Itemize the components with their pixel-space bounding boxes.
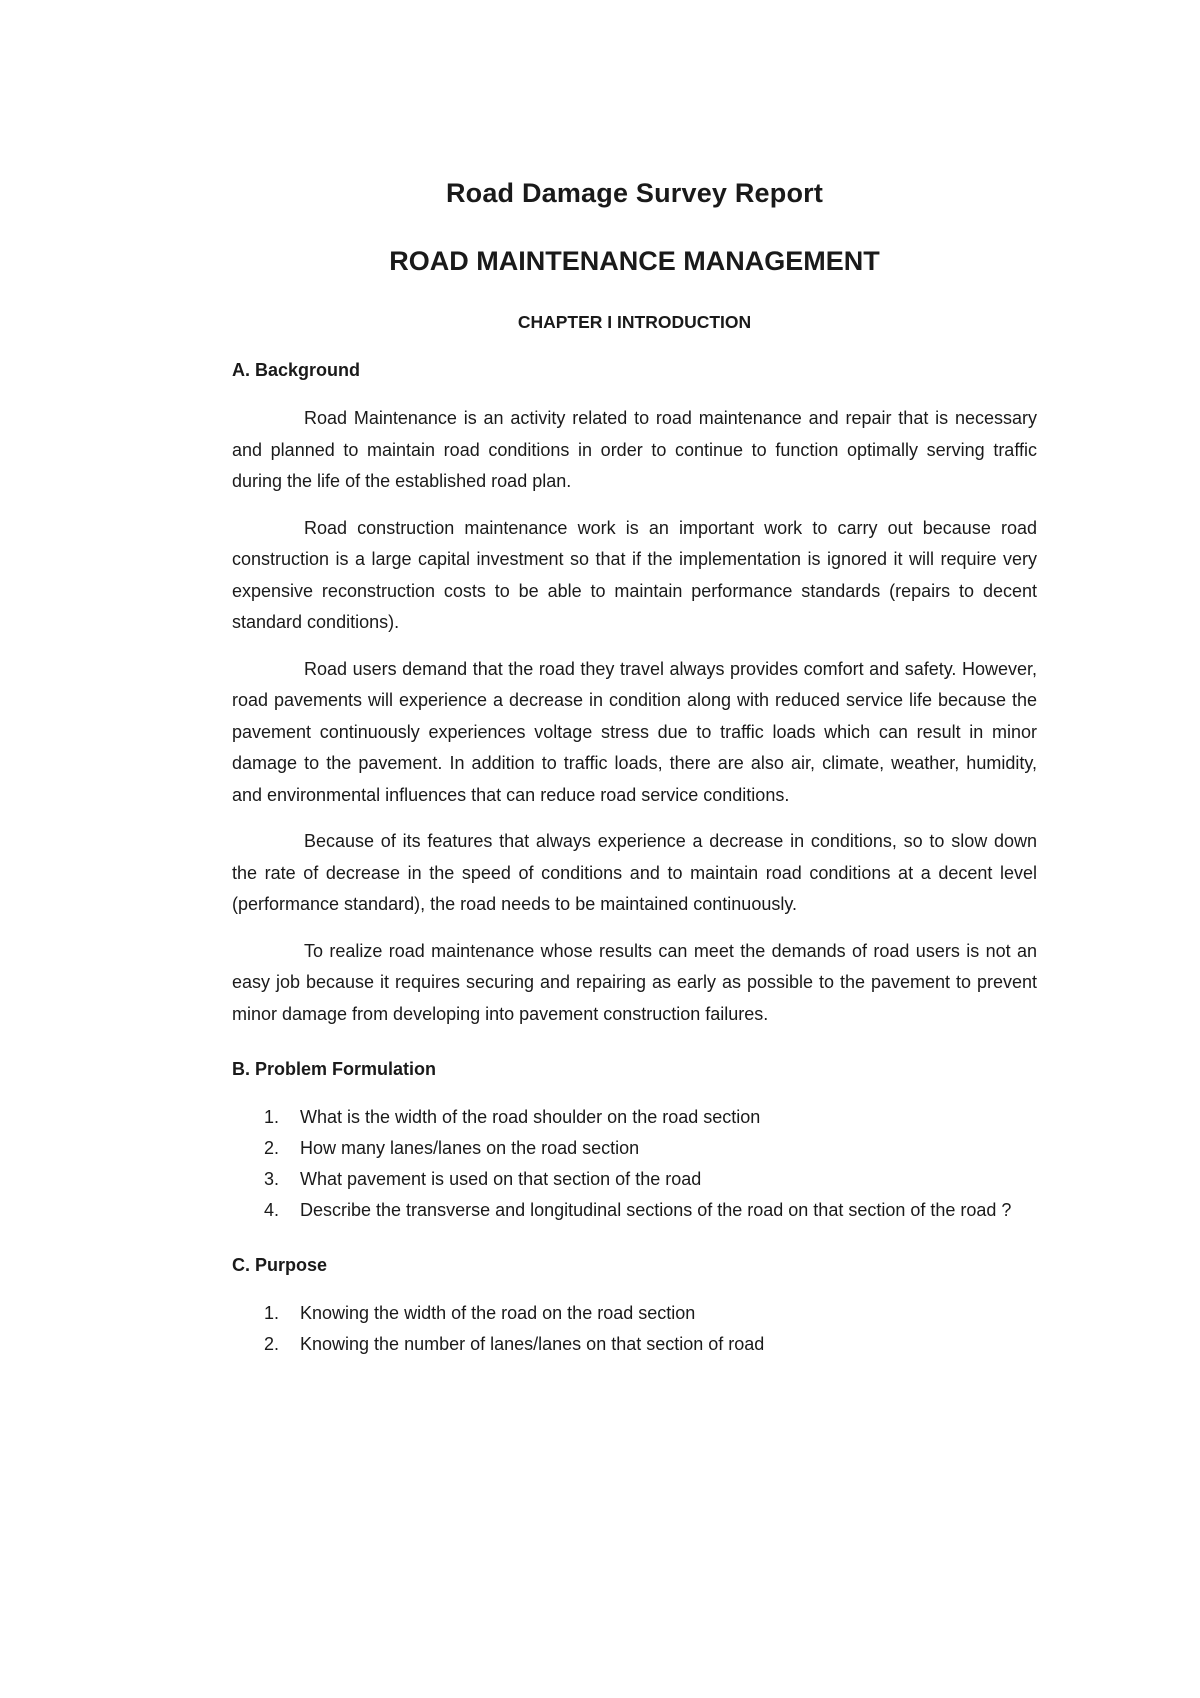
paragraph: To realize road maintenance whose results can meet the demands of road users is not an easy job because it requires securing and repairing as early as possible to the pavement to prevent minor damage from developing into pavement construction failures. xyxy=(232,940,1037,1024)
list-item xyxy=(232,1133,1037,1164)
list-number: 3. xyxy=(264,1169,280,1189)
list-item-text: What is the width of the road shoulder on the road section xyxy=(300,1107,761,1127)
document-title: Road Damage Survey Report xyxy=(445,178,824,208)
list-item-text: How many lanes/lanes on the road section xyxy=(300,1138,640,1158)
list-item-text: Describe the transverse and longitudinal sections of the road on that section of the road ? xyxy=(300,1200,1012,1220)
list-item-text: Knowing the number of lanes/lanes on that section of road xyxy=(300,1334,765,1354)
list-item-text: What pavement is used on that section of the road xyxy=(300,1169,702,1189)
paragraph: Because of its features that always experience a decrease in conditions, so to slow down the rate of decrease in the speed of conditions and to maintain road conditions at a decent level (performance standard), the road needs to be maintained continuously. xyxy=(232,831,1037,914)
list-number: 1. xyxy=(264,1303,280,1323)
list-item xyxy=(232,1195,1037,1226)
section-purpose xyxy=(232,1252,1037,1360)
list-number: 2. xyxy=(264,1138,280,1158)
list-item xyxy=(232,1164,1037,1195)
paragraph: Road users demand that the road they travel always provides comfort and safety. However, road pavements will experience a decrease in condition along with reduced service life because the pavement continuously experiences voltage stress due to traffic loads which can result in minor damage to the pavement. In addition to traffic loads, there are also air, climate, weather, humidity, and environmental influences that can reduce road service conditions. xyxy=(232,658,1037,805)
list-item xyxy=(232,1102,1037,1133)
section-background xyxy=(232,357,1037,1030)
section-problem-formulation xyxy=(232,1056,1037,1226)
list-item-text: Knowing the width of the road on the road section xyxy=(300,1303,696,1323)
list-item xyxy=(232,1298,1037,1329)
document-subtitle: ROAD MAINTENANCE MANAGEMENT xyxy=(389,246,880,276)
list-number: 2. xyxy=(264,1334,280,1354)
purpose-list xyxy=(232,1298,1037,1360)
chapter-heading: CHAPTER I INTRODUCTION xyxy=(517,312,752,332)
paragraph: Road construction maintenance work is an important work to carry out because road construction is a large capital investment so that if the implementation is ignored it will require very expensive reconstruction costs to be able to maintain performance standards (repairs to decent standard conditions). xyxy=(232,517,1037,632)
problem-list xyxy=(232,1102,1037,1226)
list-item xyxy=(232,1329,1037,1360)
section-heading-background: A. Background xyxy=(232,360,361,380)
section-heading-problem-formulation: B. Problem Formulation xyxy=(232,1059,437,1079)
list-number: 4. xyxy=(264,1200,280,1220)
paragraph: Road Maintenance is an activity related to road maintenance and repair that is necessary and planned to maintain road conditions in order to continue to function optimally serving traffic during the life of the established road plan. xyxy=(232,408,1037,491)
list-number: 1. xyxy=(264,1107,280,1127)
section-heading-purpose: C. Purpose xyxy=(232,1255,328,1275)
